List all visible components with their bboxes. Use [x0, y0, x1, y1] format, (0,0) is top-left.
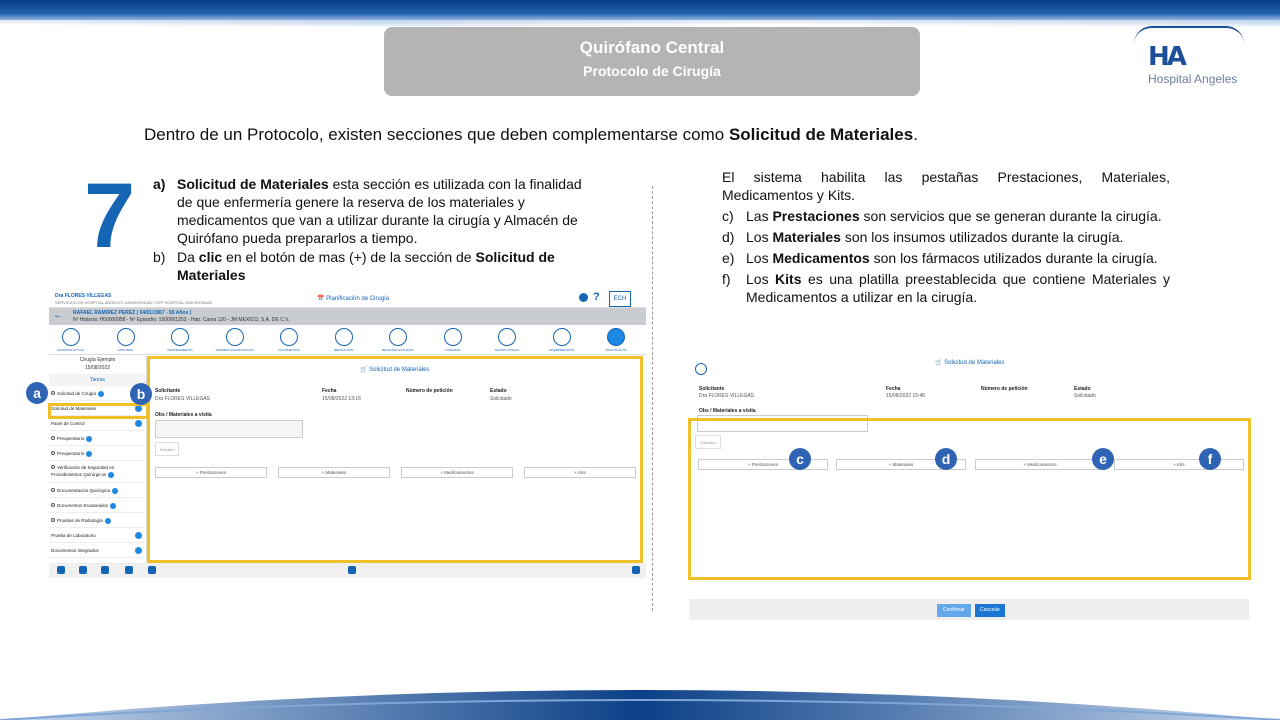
case-name: Cirugía Ejemplo: [79, 357, 116, 363]
estado-value: Solicitado: [490, 396, 512, 402]
sidebar-item[interactable]: [49, 528, 146, 543]
sidebar-item-label: Verificación de Seguridad en Procedimientos Quirúrgicos: [51, 465, 115, 477]
callout-b: b: [130, 383, 152, 405]
sidebar-item[interactable]: [49, 498, 146, 513]
sidebar-item[interactable]: [49, 483, 146, 498]
add-prestaciones-button[interactable]: + Prestaciones: [155, 467, 267, 478]
medicamentos-tab-button[interactable]: + Medicamentos: [975, 459, 1105, 470]
sidebar-item[interactable]: [49, 513, 146, 528]
bottom-decorative-swoosh: [0, 670, 1280, 720]
add-medicamentos-button[interactable]: + Medicamentos: [401, 467, 513, 478]
intro-text: Dentro de un Protocolo, existen secciones que deben complementarse como Solicitud de Materiales.: [144, 125, 918, 144]
module-icon[interactable]: [389, 328, 407, 346]
sidebar-item-label: Preoperatorio: [57, 436, 85, 441]
highlight-form-area: [147, 356, 643, 563]
list-item-a: a) Solicitud de Materiales esta sección es utilizada con la finalidad de que enfermería genere la reserva de los materiales y medicamentos que van a utilizar durante la cirugía y Almacén de Quirófano pueda prepararlos a tiempo.: [153, 176, 582, 246]
solicitante-value: Dra FLORES VILLEGAS: [155, 396, 211, 402]
fecha-label: Fecha: [322, 388, 337, 394]
callout-f: f: [1199, 448, 1221, 470]
module-icon-label: PRUEBAS DIAGNOSTICAS: [215, 348, 254, 352]
list-item-b: b) Da clic en el botón de mas (+) de la sección de Solicitud de Materiales: [153, 249, 555, 283]
peticion-label: Número de petición: [406, 388, 453, 394]
logo-text: Hospital Angeles: [1148, 72, 1238, 86]
power-icon[interactable]: [632, 566, 640, 574]
add-materiales-button[interactable]: + Materiales: [278, 467, 390, 478]
module-icon-label: MEDICACION: [333, 348, 354, 352]
module-icon[interactable]: [444, 328, 462, 346]
top-decorative-band: [0, 0, 1280, 24]
solicitante-value-2: Dra FLORES VILLEGAS: [699, 393, 755, 399]
sidebar-item-label: Panel de Control: [51, 421, 85, 426]
bullet-icon: [51, 451, 55, 455]
add-icon[interactable]: [135, 547, 142, 554]
list-item-d: d) Los Materiales son los insumos utilizados durante la cirugía.: [722, 229, 1124, 245]
logo-mark-icon: HA: [1148, 42, 1184, 72]
module-icon[interactable]: [335, 328, 353, 346]
add-icon[interactable]: [135, 532, 142, 539]
slide-subtitle: Protocolo de Cirugía: [583, 63, 721, 79]
patient-info: Nº Historia: H00000958 - Nº Episodio: 1500001253 - Hab. Cama 120 - JM MEXICO, S.A. DE C.V.: [73, 317, 290, 323]
sidebar-item[interactable]: [49, 431, 146, 446]
hospital-line: SERVICIOS DE HOSPITAL ANGELES UNIVERSIDAD / OFP HOSPITAL UNIVERSIDAD: [55, 300, 213, 305]
sidebar-item[interactable]: [49, 446, 146, 461]
kits-tab-button[interactable]: + Kits: [1114, 459, 1244, 470]
app-header: [49, 290, 646, 308]
solicitante-label: Solicitante: [155, 388, 181, 394]
bullet-icon: [51, 518, 55, 522]
tasks-button[interactable]: Tareas: [49, 374, 146, 386]
count-badge: [86, 436, 92, 442]
sidebar-item-label: Preoperatorio: [57, 451, 85, 456]
callout-c: c: [789, 448, 811, 470]
peticion-label-2: Número de petición: [981, 386, 1028, 392]
form-title: 🛒 Solicitud de Materiales: [360, 367, 430, 373]
module-icon-label: EPISODIO ACTUAL: [57, 348, 85, 352]
estado-value-2: Solicitado: [1074, 393, 1096, 399]
sidebar-item-label: Documentación Quirúrgica: [57, 488, 111, 493]
module-icon[interactable]: [62, 328, 80, 346]
module-icon-bar: [49, 325, 646, 355]
obs-label-2: Obs / Materiales a visita: [699, 408, 756, 414]
count-badge: [110, 503, 116, 509]
cancel-button[interactable]: Cancelar: [975, 604, 1005, 617]
callout-d: d: [935, 448, 957, 470]
hospital-logo: [1132, 26, 1247, 88]
sidebar-item-label: Solicitud de Cirugía: [57, 391, 97, 396]
user-icon[interactable]: [695, 363, 707, 375]
app-footer-toolbar: [49, 563, 646, 578]
solicitante-label-2: Solicitante: [699, 386, 725, 392]
sidebar-item-label: Solicitud de Materiales: [51, 406, 97, 411]
dashed-divider: [652, 186, 653, 611]
count-badge: [112, 488, 118, 494]
info-icon[interactable]: [148, 566, 156, 574]
module-icon-label: DOCUMENTOS: [278, 348, 300, 352]
prestaciones-tab-button[interactable]: + Prestaciones: [698, 459, 828, 470]
fecha-value: 15/08/2022 13:16: [322, 396, 361, 402]
module-title: 📅 Planificación de Cirugía: [317, 296, 390, 302]
settings-icon[interactable]: [101, 566, 109, 574]
highlight-solicitud-materiales: [48, 403, 149, 419]
module-icon-label: SIGNOS VITALES: [494, 348, 520, 352]
ech-button[interactable]: ECH: [609, 291, 631, 307]
users-icon[interactable]: [79, 566, 87, 574]
calendar-icon[interactable]: [348, 566, 356, 574]
add-kits-button[interactable]: + Kits: [524, 467, 636, 478]
callout-e: e: [1092, 448, 1114, 470]
estado-label-2: Estado: [1074, 386, 1091, 392]
slide-title: Quirófano Central: [579, 38, 725, 57]
home-icon[interactable]: [57, 566, 65, 574]
bullet-icon: [51, 465, 55, 469]
module-icon[interactable]: [226, 328, 244, 346]
bullet-icon: [51, 503, 55, 507]
tab-solicitud-2[interactable]: Solicitud: [695, 435, 721, 449]
list-item-f: f) Los Kits es una platilla preestablecida que contiene Materiales y Medicamentos a utilizar en la cirugía.: [722, 271, 1170, 305]
patient-bar: [49, 308, 646, 325]
case-date: 15/08/2022: [84, 365, 111, 371]
estado-label: Estado: [490, 388, 507, 394]
obs-label: Obs / Materiales a visita: [155, 412, 212, 418]
count-badge: [105, 518, 111, 524]
count-badge: [86, 451, 92, 457]
sidebar-item-label: Prueba de Laboratorio: [51, 533, 96, 538]
module-icon-label: PROTOCOLOS: [605, 348, 627, 352]
module-icon[interactable]: [117, 328, 135, 346]
module-icon-label: REGISTRO ESTUDIOS: [382, 348, 414, 352]
patient-name: RAFAEL RAMIREZ PEREZ ( 04/01/1967 - 55 Años ): [73, 310, 192, 316]
list-item-c: c) Las Prestaciones son servicios que se generan durante la cirugía.: [722, 208, 1162, 224]
module-icon[interactable]: [607, 328, 625, 346]
sidebar-item[interactable]: [49, 461, 146, 483]
fecha-value-2: 15/08/2022 15:46: [886, 393, 925, 399]
sidebar-item-label: Documentos Integrados: [51, 548, 99, 553]
notification-icon[interactable]: [579, 293, 588, 302]
sidebar-item[interactable]: [49, 543, 146, 558]
sidebar-item-label: Documentos Escaneados: [57, 503, 109, 508]
materiales-tab-button[interactable]: + Materiales: [836, 459, 966, 470]
slide-title-box: [384, 27, 920, 96]
highlight-tabs-area: [688, 418, 1251, 580]
bullet-icon: [51, 488, 55, 492]
count-badge: [108, 472, 114, 478]
module-icon-label: INTERPRETADOS: [548, 348, 575, 352]
back-arrow-icon[interactable]: ←: [53, 310, 63, 321]
tab-solicitud[interactable]: Solicitud: [155, 442, 179, 456]
form-title-2: 🛒 Solicitud de Materiales: [935, 360, 1005, 366]
sidebar-item-label: Pruebas de Radiología: [57, 518, 103, 523]
module-icon-label: HISTORIAL: [117, 348, 134, 352]
doctor-name: Dra FLORES VILLEGAS: [55, 293, 112, 299]
module-icon[interactable]: [171, 328, 189, 346]
bullet-icon: [51, 436, 55, 440]
clock-icon[interactable]: [125, 566, 133, 574]
right-description: [722, 168, 1170, 306]
count-badge: [98, 391, 104, 397]
step-number: 7: [84, 165, 136, 267]
add-icon[interactable]: [135, 420, 142, 427]
module-icon-label: MANTENIMIENTO: [167, 348, 193, 352]
module-icon-label: CUIDADOS: [444, 348, 461, 352]
module-icon[interactable]: [280, 328, 298, 346]
confirm-button[interactable]: Confirmar: [937, 604, 971, 617]
fecha-label-2: Fecha: [886, 386, 901, 392]
help-icon[interactable]: ?: [593, 291, 600, 303]
module-icon[interactable]: [553, 328, 571, 346]
list-item-e: e) Los Medicamentos son los fármacos utilizados durante la cirugía.: [722, 250, 1158, 266]
bullet-icon: [51, 391, 55, 395]
right-intro: El sistema habilita las pestañas Prestaciones, Materiales, Medicamentos y Kits.: [722, 169, 1170, 203]
module-icon[interactable]: [498, 328, 516, 346]
callout-a: a: [26, 382, 48, 404]
